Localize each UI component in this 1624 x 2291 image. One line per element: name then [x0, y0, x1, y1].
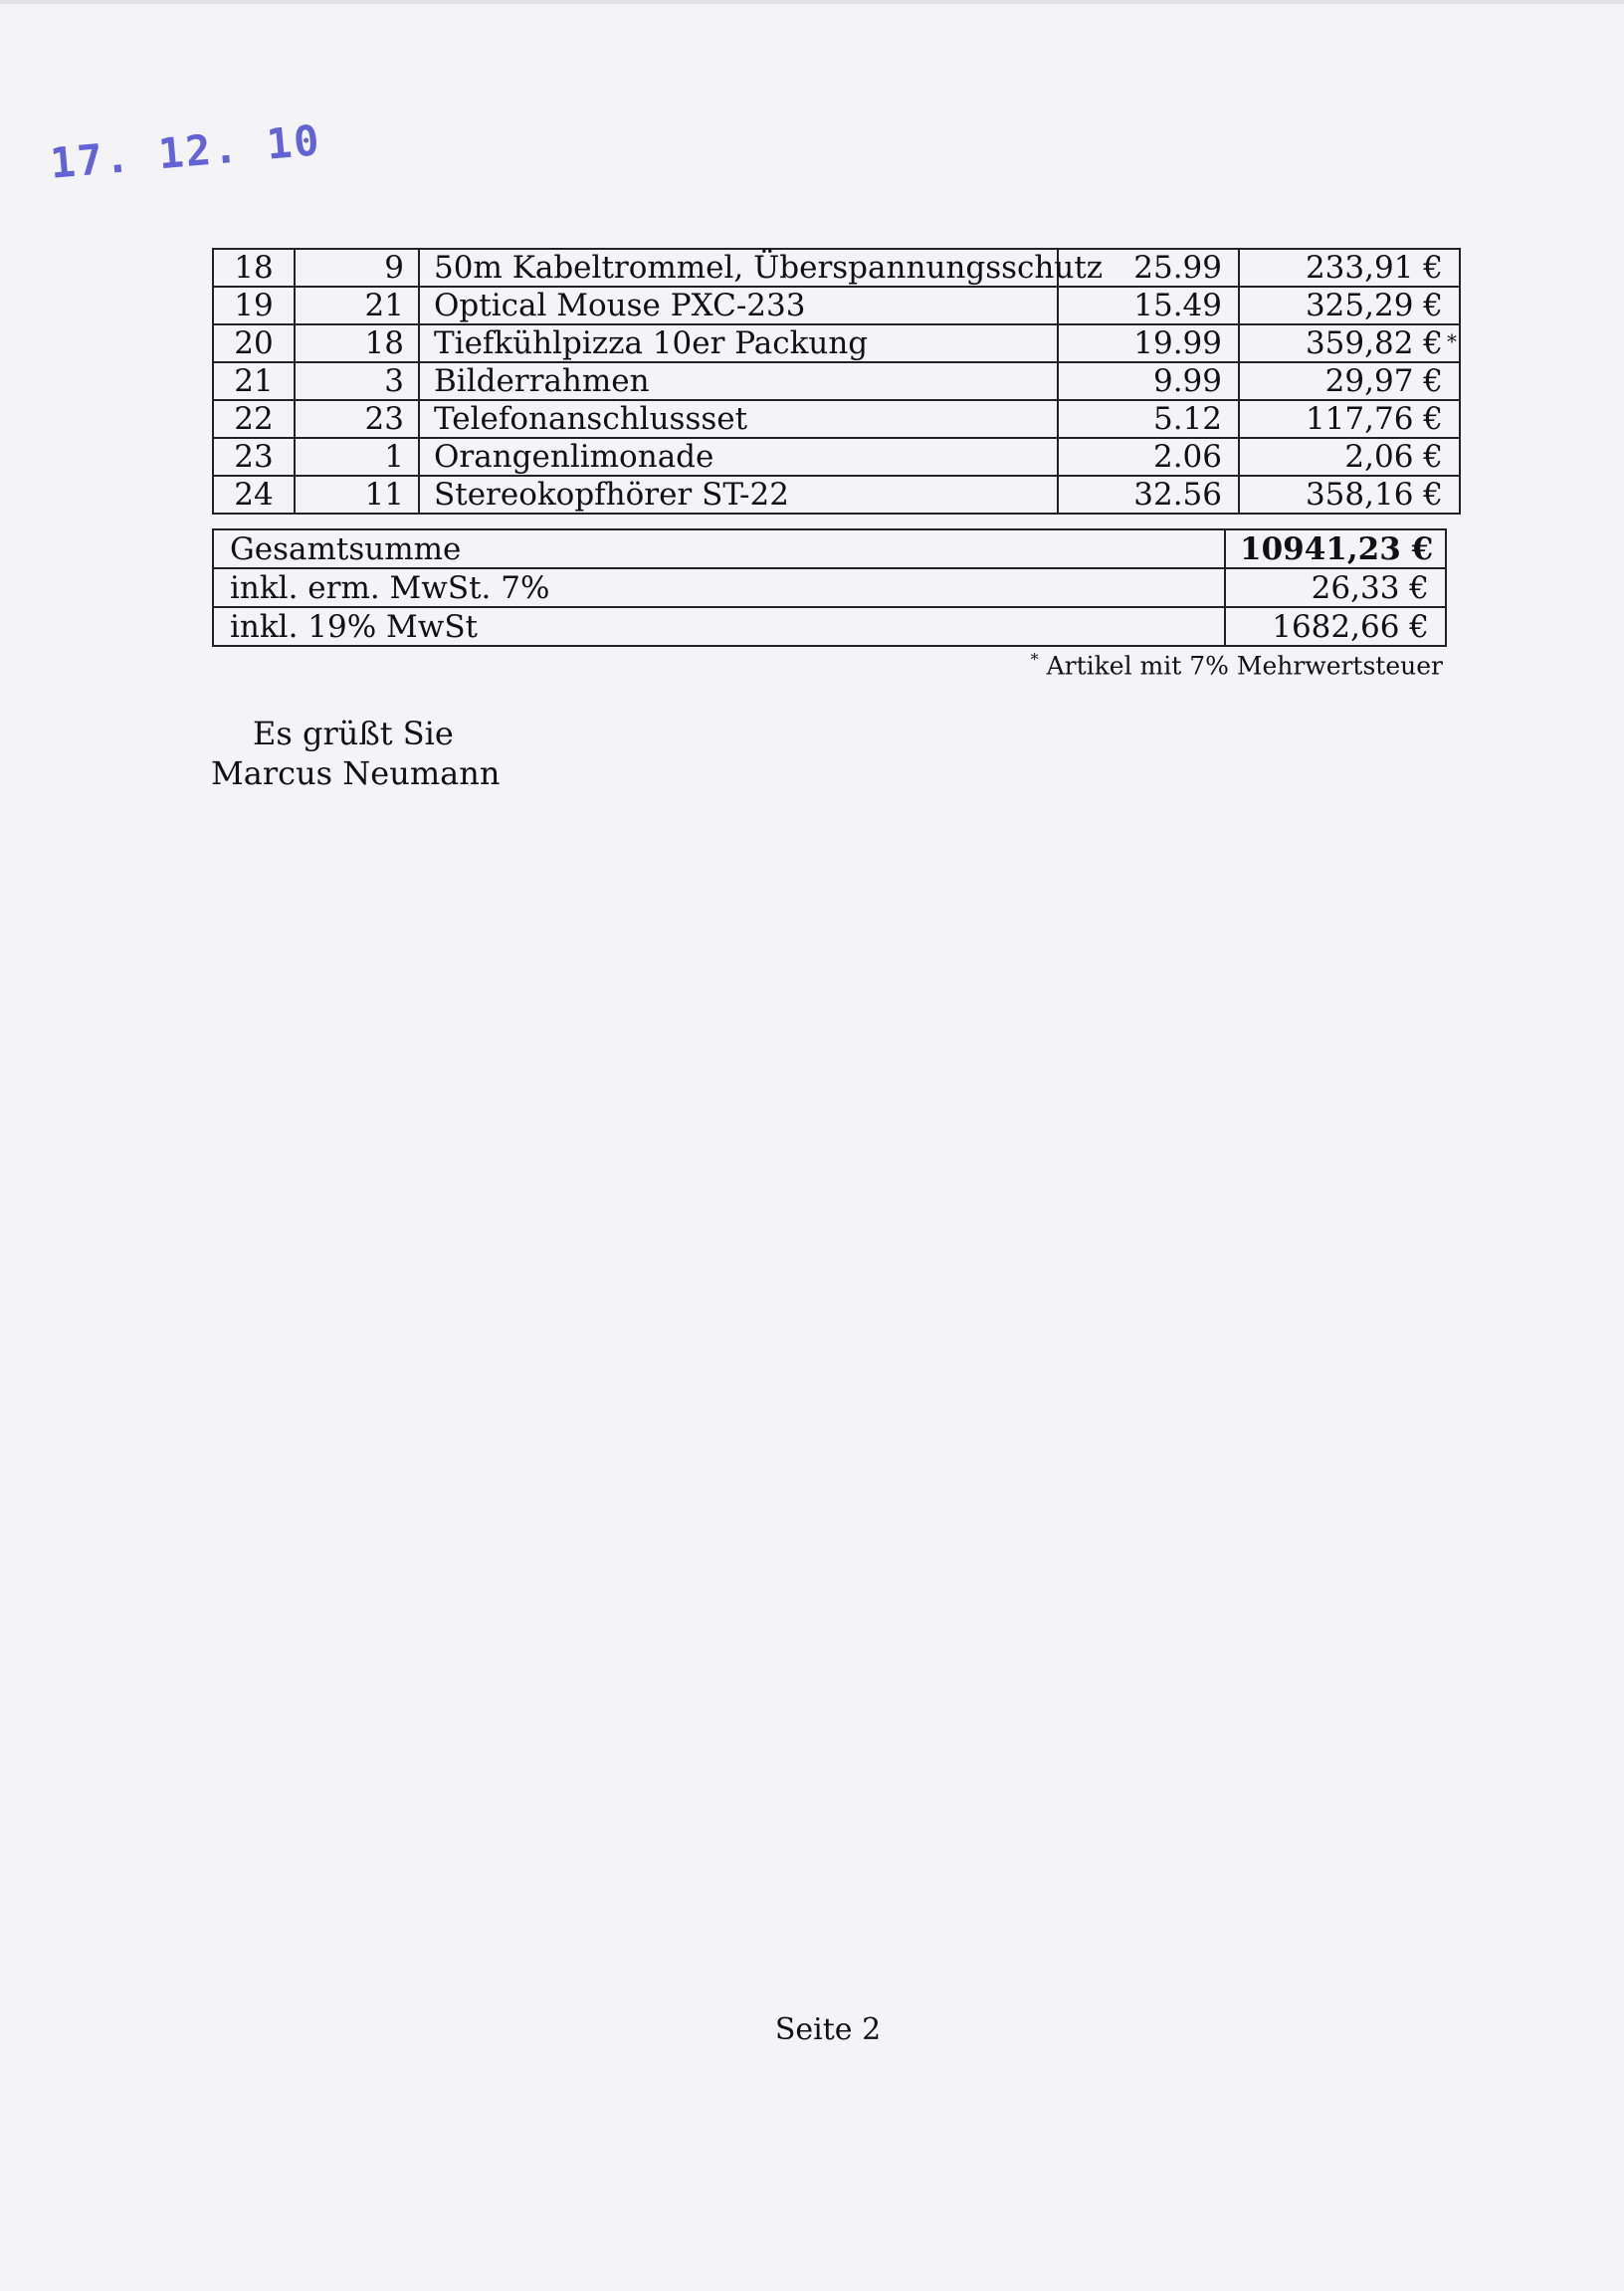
- item-quantity: [295, 476, 419, 514]
- item-total-text: 117,76 €: [1305, 401, 1443, 437]
- vat-row: [213, 607, 1446, 646]
- item-description-text: Stereokopfhörer ST-22: [434, 477, 789, 513]
- item-position: [213, 287, 295, 324]
- item-unit-price-text: 5.12: [1152, 401, 1222, 437]
- item-description: [419, 400, 1058, 438]
- signature-name: Marcus Neumann: [211, 754, 501, 792]
- item-quantity: [295, 324, 419, 362]
- item-total: [1239, 476, 1460, 514]
- grand-total-row: [213, 529, 1446, 568]
- vat-footnote: [1031, 650, 1443, 680]
- item-total-text: 2,06 €: [1344, 439, 1443, 475]
- footnote-mark: *: [1030, 650, 1039, 669]
- item-unit-price-text: 25.99: [1133, 250, 1222, 286]
- vat-label: inkl. 19% MwSt: [213, 607, 1225, 646]
- item-position-text: 21: [234, 363, 274, 399]
- item-description: [419, 438, 1058, 476]
- item-quantity-text: 1: [384, 439, 404, 475]
- item-position-text: 20: [234, 325, 274, 361]
- item-description-text: Telefonanschlussset: [434, 401, 748, 437]
- item-total-text: 359,82 €: [1305, 325, 1443, 361]
- item-unit-price-text: 2.06: [1152, 439, 1222, 475]
- item-quantity-text: 23: [364, 401, 404, 437]
- item-description-text: Optical Mouse PXC-233: [434, 288, 806, 323]
- totals-table: [212, 528, 1447, 647]
- item-unit-price-text: 9.99: [1152, 363, 1222, 399]
- item-quantity: [295, 362, 419, 400]
- page-top-edge: [0, 0, 1624, 4]
- item-position-text: 23: [234, 439, 274, 475]
- item-unit-price: [1058, 400, 1239, 438]
- item-total: [1239, 324, 1460, 362]
- item-total: [1239, 249, 1460, 287]
- item-description: [419, 249, 1104, 287]
- item-position-text: 19: [234, 288, 274, 323]
- item-position: [213, 362, 295, 400]
- item-quantity-text: 11: [364, 477, 404, 513]
- item-description-text: Tiefkühlpizza 10er Packung: [434, 325, 869, 361]
- item-unit-price: [1058, 362, 1239, 400]
- grand-total-value: 10941,23 €: [1225, 529, 1446, 568]
- item-total-text: 29,97 €: [1324, 363, 1443, 399]
- item-position-text: 24: [234, 477, 274, 513]
- item-row: [213, 476, 1460, 514]
- item-unit-price: [1058, 324, 1239, 362]
- item-total-text: 358,16 €: [1305, 477, 1443, 513]
- closing-greeting: Es grüßt Sie: [253, 715, 454, 752]
- items-table: [212, 248, 1461, 515]
- item-row: [213, 287, 1460, 324]
- reduced-vat-row: [213, 568, 1446, 607]
- item-total: [1239, 438, 1460, 476]
- page-number: Seite 2: [774, 2012, 882, 2047]
- item-description: [419, 476, 1058, 514]
- reduced-vat-marker: *: [1447, 329, 1457, 353]
- item-description: [419, 287, 1058, 324]
- item-position: [213, 476, 295, 514]
- item-row: [213, 362, 1460, 400]
- item-row: [213, 249, 1460, 287]
- item-total: [1239, 362, 1460, 400]
- reduced-vat-label: inkl. erm. MwSt. 7%: [213, 568, 1225, 607]
- item-description: [419, 324, 1058, 362]
- item-position: [213, 400, 295, 438]
- item-position: [213, 438, 295, 476]
- item-quantity-text: 18: [364, 325, 404, 361]
- item-quantity-text: 3: [384, 363, 404, 399]
- item-quantity: [295, 438, 419, 476]
- item-unit-price-text: 15.49: [1133, 288, 1222, 323]
- item-unit-price: [1058, 476, 1239, 514]
- item-quantity: [295, 287, 419, 324]
- item-unit-price-text: 19.99: [1133, 325, 1222, 361]
- date-stamp: 17. 12. 10: [48, 115, 323, 188]
- item-description: [419, 362, 1058, 400]
- item-row: [213, 400, 1460, 438]
- item-unit-price: [1058, 438, 1239, 476]
- item-position-text: 18: [234, 250, 274, 286]
- item-total: [1239, 287, 1460, 324]
- reduced-vat-value: 26,33 €: [1225, 568, 1446, 607]
- item-position: [213, 324, 295, 362]
- item-quantity-text: 21: [364, 288, 404, 323]
- item-total-text: 233,91 €: [1305, 250, 1443, 286]
- item-unit-price-text: 32.56: [1133, 477, 1222, 513]
- item-total: [1239, 400, 1460, 438]
- item-unit-price: [1058, 287, 1239, 324]
- footnote-text: Artikel mit 7% Mehrwertsteuer: [1046, 651, 1443, 681]
- item-quantity-text: 9: [384, 250, 404, 286]
- item-description-text: Orangenlimonade: [434, 439, 714, 475]
- item-total-text: 325,29 €: [1305, 288, 1443, 323]
- item-row: [213, 324, 1460, 362]
- items-table-body: [213, 249, 1460, 514]
- item-description-text: 50m Kabeltrommel, Überspannungsschutz: [434, 250, 1104, 286]
- item-position-text: 22: [234, 401, 274, 437]
- grand-total-label: Gesamtsumme: [213, 529, 1225, 568]
- item-description-text: Bilderrahmen: [434, 363, 650, 399]
- item-position: [213, 249, 295, 287]
- item-quantity: [295, 249, 419, 287]
- vat-value: 1682,66 €: [1225, 607, 1446, 646]
- item-quantity: [295, 400, 419, 438]
- item-row: [213, 438, 1460, 476]
